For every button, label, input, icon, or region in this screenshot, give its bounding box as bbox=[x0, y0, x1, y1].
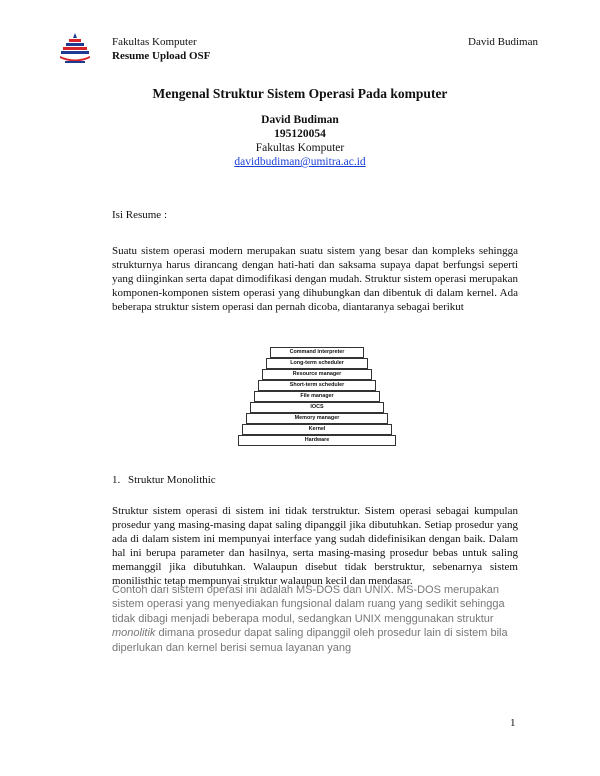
author-email-link[interactable]: davidbudiman@umitra.ac.id bbox=[234, 156, 366, 168]
header-author: David Budiman bbox=[468, 36, 538, 48]
section-number: 1. bbox=[112, 474, 121, 486]
paragraph-example bbox=[112, 583, 517, 655]
pyramid-layer-long-term-scheduler: Long-term scheduler bbox=[266, 358, 368, 369]
paragraph-intro: Suatu sistem operasi modern merupakan suatu sistem yang besar dan kompleks sehingga strukturnya harus dirancang dengan hati-hati dan saksama supaya dapat berfungsi seperti yang diinginkan serta dapat dimodifikasi dengan mudah. Struktur sistem operasi merupakan komponen-komponen sistem operasi yang dihubungkan dan dibentuk di dalam kernel. Ada beberapa struktur sistem operasi dan pernah dicoba, diantaranya sebagai berikut bbox=[112, 245, 518, 313]
header-faculty: Fakultas Komputer bbox=[112, 36, 197, 48]
os-structure-pyramid bbox=[236, 347, 398, 447]
isi-resume-label: Isi Resume : bbox=[112, 209, 167, 221]
paragraph-example-part1: Contoh dari sistem operasi ini adalah MS-DOS dan UNIX. MS-DOS merupakan sistem operasi yang menyediakan fungsional dalam ruang yang sedikit sehingga tidak dibagi menjadi beberapa modul, sedangkan UNIX menggunakan struktur bbox=[112, 584, 505, 625]
pyramid-layer-short-term-scheduler: Short-term scheduler bbox=[258, 380, 376, 391]
author-faculty: Fakultas Komputer bbox=[255, 142, 345, 154]
paragraph-monolithic: Struktur sistem operasi di sistem ini tidak terstruktur. Sistem operasi sebagai kumpulan prosedur yang masing-masing dapat saling dipanggil jika dibutuhkan. Setiap prosedur yang ada di dalam sistem ini mempunyai interface yang sudah didefinisikan dengan baik. Dalam hal ini berupa parameter dan hasilnya, serta masing-masing prosedur bebas untuk saling memanggil jika dibutuhkan. Walaupun disebut tidak berstruktur, sebenarnya sistem monilisthic tetap mempunyai struktur walaupun kecil dan mendasar. bbox=[112, 505, 518, 587]
page-number: 1 bbox=[510, 717, 516, 729]
section-heading-monolithic bbox=[112, 474, 216, 486]
pyramid-layer-resource-manager: Resource manager bbox=[262, 369, 372, 380]
pyramid-layer-memory-manager: Memory manager bbox=[246, 413, 388, 424]
header-subtitle: Resume Upload OSF bbox=[112, 50, 211, 62]
university-logo-icon bbox=[58, 32, 92, 66]
paragraph-example-italic: monolitik bbox=[112, 627, 156, 640]
author-name: David Budiman bbox=[261, 114, 339, 126]
document-title: Mengenal Struktur Sistem Operasi Pada komputer bbox=[152, 86, 448, 101]
pyramid-layer-command-interpreter: Command interpreter bbox=[270, 347, 364, 358]
pyramid-layer-iocs: IOCS bbox=[250, 402, 384, 413]
pyramid-layer-kernel: Kernel bbox=[242, 424, 392, 435]
paragraph-example-part2: dimana prosedur dapat saling dipanggil oleh prosedur lain di sistem bila diperlukan dan kernel berisi semua layanan yang bbox=[112, 627, 508, 654]
pyramid-layer-file-manager: File manager bbox=[254, 391, 380, 402]
section-title: Struktur Monolithic bbox=[128, 474, 216, 486]
pyramid-layer-hardware: Hardware bbox=[238, 435, 396, 446]
author-block bbox=[0, 113, 600, 169]
author-id: 195120054 bbox=[274, 128, 326, 140]
